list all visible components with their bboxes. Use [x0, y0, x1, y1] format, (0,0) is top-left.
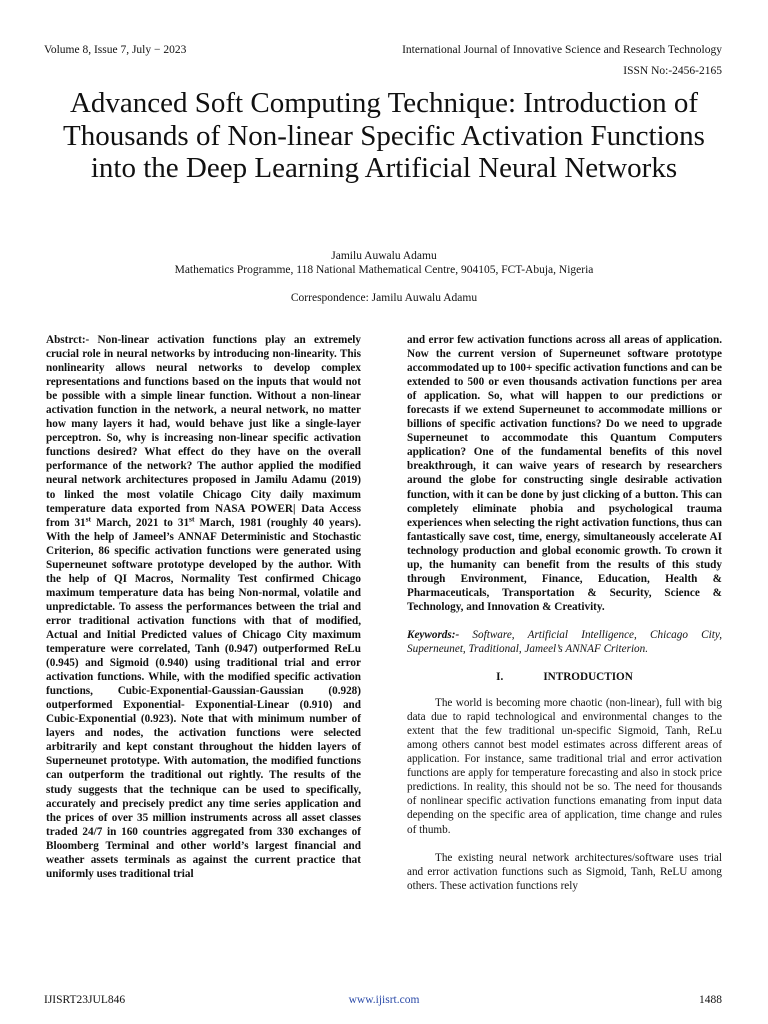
abstract-continuation: and error few activation functions across all areas of application. Now the current version of Superneunet software prototype accommodated up to 100+ specific activation functions and can be extended to 500 or even thousands activation functions per area of application. So, what will happen to our predictions or forecasts if we extend Superneunet to accommodate millions or billions of specific activation functions? Do we need to upgrade Superneunet to accommodate this Quantum Computers application? One of the fundamental benefits of this novel breakthrough, it can waive years of research by researchers around the globe for constructing single desirable activation function, with it can be done by just clicking of a button. This can completely eliminate phobia and psychological trauma experiences when selecting the right activation functions, thus can fantastically save cost, time, energy, simultaneously accelerate AI technology production and global economic growth. To crown it up, the humanity can benefit from the results of this study through Environment, Finance, Education, Health & Pharmaceuticals, Transportation & Security, Science & Technology, and Innovation & Creativity.: [407, 334, 722, 613]
superscript-st-2: st: [189, 513, 195, 523]
paper-title: Advanced Soft Computing Technique: Introduction of Thousands of Non-linear Specific Activation Functions into the Deep Learning Artificial Neural Networks: [63, 87, 705, 184]
keywords: [407, 628, 722, 656]
abstract-text-3: March, 1981 (roughly 40 years). With the help of Jameel’s ANNAF Deterministic and Stochastic Criterion, 86 specific activation functions were generated using Superneunet software prototype developed by the author. With the help of QI Macros, Normality Test confirmed Chicago maximum temperature data has being Non-normal, volatile and unpredictable. To assess the performances between the trial and error traditional activation functions with that of modified, Actual and Initial Predicted values of Chicago City maximum temperature were correlated, Tanh (0.947) outperformed ReLu (0.945) and Sigmoid (0.940) using traditional trial and error activation functions. While, with the modified specific activation functions, Cubic-Exponential-Gaussian-Gaussian (0.928) outperformed Exponential- Exponential-Linear (0.910) and Cubic-Exponential (0.923). Note that with minimum number of layers and nodes, the activation functions were selected arbitrarily and kept constant throughout the hidden layers of Superneunet prototype. With automation, the modified functions can outperform the traditional out rightly. The results of the study suggests that the technique can be used to specifically, accurately and precisely predict any time series application and the prices of over 35 million instruments across all asset classes traded 24/7 in 160 countries aggregated from 330 exchanges of Bloomberg Terminal and other world’s largest financial and weather assets terminals as against the current practice that uniformly uses traditional trial: [46, 516, 361, 880]
right-column: [407, 333, 722, 893]
keywords-label: Keywords:-: [407, 628, 460, 641]
author-affiliation: Mathematics Programme, 118 National Mathematical Centre, 904105, FCT-Abuja, Nigeria: [174, 264, 594, 276]
journal-website-link[interactable]: www.ijisrt.com: [348, 994, 420, 1006]
superscript-st-1: st: [85, 513, 92, 523]
section-title: INTRODUCTION: [543, 671, 633, 684]
left-column: [46, 333, 361, 881]
section-number: I.: [496, 671, 504, 684]
page-number: 1488: [699, 994, 722, 1006]
abstract-text-2: March, 2021 to 31: [91, 516, 190, 529]
intro-paragraph-1: The world is becoming more chaotic (non-linear), full with big data due to rapid technological and environmental changes to the extent that the few traditional un-specific Sigmoid, Tanh, ReLu among others cannot best model estimates across different areas of application. For instance, same traditional trial and error activation functions are apply for temperature forecasting and also in stock price predictions. In reality, this should not be so. The need for thousands of nonlinear specific activation functions emanating from input data depending on the specific area of application, time change and rules of thumb.: [407, 697, 722, 836]
author-name: Jamilu Auwalu Adamu: [331, 250, 437, 262]
abstract-text-1: Abstrct:- Non-linear activation functions play an extremely crucial role in neural networks by introducing non-linearity. This nonlinearity allows neural networks to develop complex representations and functions based on the inputs that would not be possible with a simple linear function. Without a non-linear activation function in the network, a neural network, no matter how many layers it had, would behave just like a single-layer perceptron. So, why is increasing non-linear specific activation functions desired? What effect do they have on the overall performance of the network? The author applied the modified neural network architectures proposed in Jamilu Adamu (2019) to linked the most volatile Chicago City daily maximum temperature data exported from NASA POWER| Data Access from 31: [46, 334, 361, 529]
issn-number: ISSN No:-2456-2165: [623, 65, 722, 77]
journal-volume-issue: Volume 8, Issue 7, July − 2023: [44, 44, 187, 56]
keywords-text: Software, Artificial Intelligence, Chicago City, Superneunet, Traditional, Jameel’s ANNAF Criterion.: [407, 628, 722, 655]
abstract-paragraph: [46, 333, 361, 881]
paper-id: IJISRT23JUL846: [44, 994, 126, 1006]
intro-paragraph-2: The existing neural network architectures/software uses trial and error activation functions such as Sigmoid, Tanh, ReLU among others. These activation functions rely: [407, 851, 722, 892]
section-heading: [407, 670, 722, 684]
journal-name: International Journal of Innovative Science and Research Technology: [402, 44, 722, 56]
correspondence: Correspondence: Jamilu Auwalu Adamu: [290, 292, 478, 304]
